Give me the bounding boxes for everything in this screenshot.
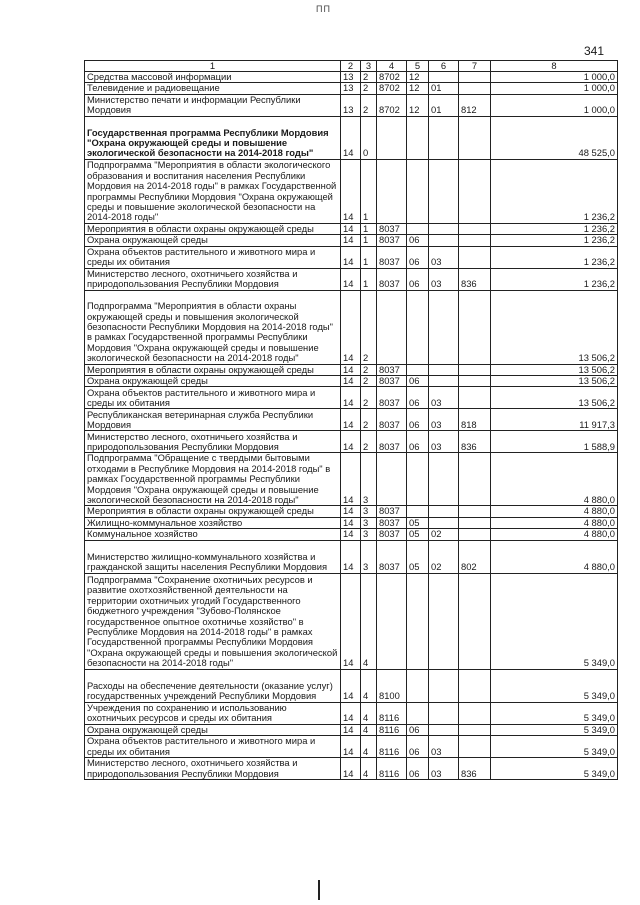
row-subprogram: 2 (361, 387, 377, 409)
row-agency-code: 836 (459, 268, 491, 290)
row-section: 14 (341, 517, 361, 528)
row-subprogram: 4 (361, 736, 377, 758)
row-subprogram: 1 (361, 235, 377, 246)
row-subprogram: 1 (361, 246, 377, 268)
row-section: 14 (341, 364, 361, 375)
row-subprogram: 2 (361, 72, 377, 83)
row-agency-code (459, 376, 491, 387)
row-subprogram: 4 (361, 702, 377, 724)
row-target-article: 8116 (377, 736, 407, 758)
table-row (85, 702, 618, 724)
row-agency-code (459, 573, 491, 669)
table-row (85, 387, 618, 409)
row-division (407, 669, 429, 702)
row-subdivision: 03 (429, 387, 459, 409)
row-section: 13 (341, 83, 361, 94)
row-subdivision (429, 159, 459, 223)
header-row (85, 61, 618, 72)
row-amount: 1 000,0 (491, 72, 618, 83)
row-division: 06 (407, 736, 429, 758)
row-agency-code: 812 (459, 94, 491, 116)
header-col-5: 5 (407, 61, 429, 72)
table-row (85, 268, 618, 290)
row-subdivision: 01 (429, 94, 459, 116)
table-row (85, 724, 618, 735)
row-target-article (377, 159, 407, 223)
row-subdivision (429, 376, 459, 387)
table-row (85, 364, 618, 375)
header-col-4: 4 (377, 61, 407, 72)
table-row (85, 83, 618, 94)
row-agency-code (459, 72, 491, 83)
row-agency-code (459, 387, 491, 409)
row-amount: 13 506,2 (491, 364, 618, 375)
row-agency-code: 836 (459, 431, 491, 453)
row-division: 06 (407, 246, 429, 268)
table-row (85, 159, 618, 223)
row-subprogram: 4 (361, 669, 377, 702)
table-row (85, 529, 618, 540)
row-amount: 13 506,2 (491, 376, 618, 387)
row-subprogram: 2 (361, 83, 377, 94)
row-section: 14 (341, 159, 361, 223)
row-target-article (377, 453, 407, 506)
row-name: Подпрограмма "Мероприятия в области экологического образования и воспитания населения Республики Мордовия на 2014-2018 годы" в рамках Государственной программы Республики Мордовия "Охрана окружающей среды и повышение экологической безопасности на 2014-2018 годы" (85, 159, 341, 223)
row-target-article: 8037 (377, 540, 407, 573)
row-agency-code: 836 (459, 758, 491, 780)
row-subdivision (429, 669, 459, 702)
row-name: Охрана объектов растительного и животного мира и среды их обитания (85, 387, 341, 409)
row-subprogram: 3 (361, 506, 377, 517)
row-name: Министерство лесного, охотничьего хозяйства и природопользования Республики Мордовия (85, 758, 341, 780)
row-agency-code (459, 83, 491, 94)
row-agency-code: 802 (459, 540, 491, 573)
row-target-article (377, 116, 407, 159)
row-agency-code: 818 (459, 409, 491, 431)
row-division: 05 (407, 517, 429, 528)
row-target-article: 8702 (377, 94, 407, 116)
row-division (407, 573, 429, 669)
row-subprogram: 4 (361, 573, 377, 669)
row-subdivision (429, 72, 459, 83)
row-subdivision: 02 (429, 529, 459, 540)
row-amount: 4 880,0 (491, 529, 618, 540)
row-section: 14 (341, 290, 361, 364)
table-header (85, 61, 618, 72)
row-agency-code (459, 116, 491, 159)
row-name: Министерство лесного, охотничьего хозяйства и природопользования Республики Мордовия (85, 431, 341, 453)
row-subdivision: 03 (429, 431, 459, 453)
row-subdivision (429, 724, 459, 735)
row-name: Жилищно-коммунальное хозяйство (85, 517, 341, 528)
row-division (407, 506, 429, 517)
row-section: 14 (341, 702, 361, 724)
row-amount: 5 349,0 (491, 669, 618, 702)
row-section: 13 (341, 94, 361, 116)
row-amount: 4 880,0 (491, 517, 618, 528)
row-section: 14 (341, 758, 361, 780)
row-section: 14 (341, 431, 361, 453)
row-target-article: 8037 (377, 387, 407, 409)
row-name: Государственная программа Республики Мордовия "Охрана окружающей среды и повышение экологической безопасности на 2014-2018 годы" (85, 116, 341, 159)
row-target-article: 8702 (377, 83, 407, 94)
row-name: Средства массовой информации (85, 72, 341, 83)
row-section: 14 (341, 387, 361, 409)
row-agency-code (459, 290, 491, 364)
table-row (85, 431, 618, 453)
row-subdivision (429, 453, 459, 506)
row-subprogram: 2 (361, 290, 377, 364)
row-target-article: 8116 (377, 758, 407, 780)
row-section: 14 (341, 736, 361, 758)
row-subdivision (429, 517, 459, 528)
row-section: 14 (341, 669, 361, 702)
table-row (85, 453, 618, 506)
row-target-article: 8037 (377, 364, 407, 375)
row-section: 14 (341, 540, 361, 573)
row-subprogram: 2 (361, 376, 377, 387)
row-amount: 1 236,2 (491, 246, 618, 268)
row-name: Охрана окружающей среды (85, 235, 341, 246)
row-agency-code (459, 246, 491, 268)
row-agency-code (459, 453, 491, 506)
table-row (85, 736, 618, 758)
row-amount: 5 349,0 (491, 573, 618, 669)
row-target-article (377, 290, 407, 364)
row-agency-code (459, 364, 491, 375)
row-section: 14 (341, 376, 361, 387)
row-amount: 1 000,0 (491, 94, 618, 116)
table-row (85, 94, 618, 116)
row-division (407, 159, 429, 223)
row-section: 14 (341, 573, 361, 669)
row-name: Республиканская ветеринарная служба Республики Мордовия (85, 409, 341, 431)
row-division: 05 (407, 540, 429, 573)
row-agency-code (459, 235, 491, 246)
row-subprogram: 4 (361, 758, 377, 780)
row-amount: 5 349,0 (491, 758, 618, 780)
row-subdivision (429, 116, 459, 159)
row-target-article: 8037 (377, 529, 407, 540)
row-agency-code (459, 517, 491, 528)
table-row (85, 223, 618, 234)
row-target-article: 8116 (377, 724, 407, 735)
row-name: Охрана окружающей среды (85, 376, 341, 387)
header-col-2: 2 (341, 61, 361, 72)
row-section: 14 (341, 506, 361, 517)
row-name: Мероприятия в области охраны окружающей среды (85, 506, 341, 517)
row-subdivision: 03 (429, 268, 459, 290)
row-name: Охрана объектов растительного и животного мира и среды их обитания (85, 736, 341, 758)
row-section: 14 (341, 223, 361, 234)
row-name: Министерство печати и информации Республики Мордовия (85, 94, 341, 116)
table-row (85, 235, 618, 246)
row-target-article: 8702 (377, 72, 407, 83)
row-name: Расходы на обеспечение деятельности (оказание услуг) государственных учреждений Республики Мордовия (85, 669, 341, 702)
row-amount: 1 000,0 (491, 83, 618, 94)
row-subdivision: 03 (429, 409, 459, 431)
row-section: 14 (341, 268, 361, 290)
row-division: 06 (407, 431, 429, 453)
row-subprogram: 3 (361, 529, 377, 540)
row-division: 06 (407, 409, 429, 431)
row-amount: 1 236,2 (491, 235, 618, 246)
row-division (407, 223, 429, 234)
header-col-7: 7 (459, 61, 491, 72)
row-division: 05 (407, 529, 429, 540)
row-subprogram: 2 (361, 431, 377, 453)
row-amount: 4 880,0 (491, 506, 618, 517)
header-col-6: 6 (429, 61, 459, 72)
row-target-article: 8037 (377, 223, 407, 234)
row-amount: 4 880,0 (491, 453, 618, 506)
row-name: Министерство лесного, охотничьего хозяйства и природопользования Республики Мордовия (85, 268, 341, 290)
row-subprogram: 1 (361, 268, 377, 290)
row-subprogram: 1 (361, 223, 377, 234)
row-section: 14 (341, 235, 361, 246)
row-name: Телевидение и радиовещание (85, 83, 341, 94)
row-agency-code (459, 159, 491, 223)
row-amount: 5 349,0 (491, 702, 618, 724)
row-subdivision: 02 (429, 540, 459, 573)
row-division (407, 290, 429, 364)
table-row (85, 246, 618, 268)
row-subprogram: 0 (361, 116, 377, 159)
row-amount: 4 880,0 (491, 540, 618, 573)
row-subprogram: 1 (361, 159, 377, 223)
row-division: 06 (407, 268, 429, 290)
row-amount: 1 588,9 (491, 431, 618, 453)
row-name: Охрана объектов растительного и животного мира и среды их обитания (85, 246, 341, 268)
row-agency-code (459, 724, 491, 735)
table-row (85, 669, 618, 702)
row-subdivision (429, 573, 459, 669)
row-division (407, 364, 429, 375)
row-agency-code (459, 736, 491, 758)
row-amount: 11 917,3 (491, 409, 618, 431)
row-division: 06 (407, 387, 429, 409)
row-amount: 5 349,0 (491, 724, 618, 735)
table-row (85, 517, 618, 528)
row-subprogram: 2 (361, 364, 377, 375)
row-agency-code (459, 702, 491, 724)
row-division (407, 702, 429, 724)
row-subprogram: 2 (361, 94, 377, 116)
table-row (85, 758, 618, 780)
row-subdivision (429, 223, 459, 234)
row-name: Учреждения по сохранению и использованию охотничьих ресурсов и среды их обитания (85, 702, 341, 724)
row-name: Министерство жилищно-коммунального хозяйства и гражданской защиты населения Республики Мордовия (85, 540, 341, 573)
row-agency-code (459, 223, 491, 234)
row-name: Подпрограмма "Сохранение охотничьих ресурсов и развитие охотхозяйственной деятельности на территории охотничьих угодий Государственного бюджетного учреждения "Зубово-Полянское государственное опытное охотничье хозяйство" в Республике Мордовия на 2014-2018 годы" в рамках Государственной программы Республики Мордовия "Охрана окружающей среды и повышения экологической безопасности на 2014-2018 годы" (85, 573, 341, 669)
row-section: 14 (341, 116, 361, 159)
row-subdivision: 03 (429, 758, 459, 780)
row-target-article: 8037 (377, 268, 407, 290)
row-subprogram: 4 (361, 724, 377, 735)
budget-table (84, 60, 618, 780)
row-division: 06 (407, 724, 429, 735)
row-subdivision (429, 506, 459, 517)
row-amount: 1 236,2 (491, 223, 618, 234)
row-target-article: 8037 (377, 246, 407, 268)
table-body (85, 72, 618, 780)
row-agency-code (459, 669, 491, 702)
table-row (85, 540, 618, 573)
row-amount: 13 506,2 (491, 387, 618, 409)
table-row (85, 376, 618, 387)
table-row (85, 72, 618, 83)
page-top-mark: ПП (316, 4, 331, 14)
page-number: 341 (584, 44, 605, 58)
table-row (85, 290, 618, 364)
row-target-article: 8037 (377, 409, 407, 431)
row-subdivision: 03 (429, 736, 459, 758)
row-agency-code (459, 529, 491, 540)
row-subdivision: 01 (429, 83, 459, 94)
row-section: 14 (341, 529, 361, 540)
row-target-article: 8100 (377, 669, 407, 702)
table-row (85, 506, 618, 517)
row-target-article: 8037 (377, 431, 407, 453)
row-amount: 48 525,0 (491, 116, 618, 159)
row-subdivision: 03 (429, 246, 459, 268)
row-amount: 13 506,2 (491, 290, 618, 364)
row-amount: 5 349,0 (491, 736, 618, 758)
row-name: Подпрограмма "Обращение с твердыми бытовыми отходами в Республике Мордовия на 2014-2018 годы" в рамках Государственной программы Республики Мордовия "Охрана окружающей среды и повышение экологической безопасности на 2014-2018 годы" (85, 453, 341, 506)
row-division: 12 (407, 83, 429, 94)
header-col-3: 3 (361, 61, 377, 72)
row-target-article: 8116 (377, 702, 407, 724)
row-section: 13 (341, 72, 361, 83)
row-name: Охрана окружающей среды (85, 724, 341, 735)
row-subdivision (429, 290, 459, 364)
row-name: Подпрограмма "Мероприятия в области охраны окружающей среды и повышения экологической безопасности Республики Мордовия на 2014-2018 годы" в рамках Государственной программы Республики Мордовия "Охрана окружающей среды и повышение экологической безопасности на 2014-2018 годы" (85, 290, 341, 364)
row-subdivision (429, 364, 459, 375)
row-division: 06 (407, 758, 429, 780)
row-name: Мероприятия в области охраны окружающей среды (85, 223, 341, 234)
table-row (85, 409, 618, 431)
row-target-article: 8037 (377, 235, 407, 246)
row-division: 06 (407, 235, 429, 246)
row-division (407, 116, 429, 159)
row-subprogram: 3 (361, 453, 377, 506)
header-col-8: 8 (491, 61, 618, 72)
row-subprogram: 2 (361, 409, 377, 431)
row-division (407, 453, 429, 506)
header-col-1: 1 (85, 61, 341, 72)
row-subdivision (429, 702, 459, 724)
bottom-scan-mark (318, 880, 324, 900)
row-agency-code (459, 506, 491, 517)
row-target-article: 8037 (377, 517, 407, 528)
table-row (85, 573, 618, 669)
row-target-article (377, 573, 407, 669)
row-division: 06 (407, 376, 429, 387)
row-name: Коммунальное хозяйство (85, 529, 341, 540)
table-row (85, 116, 618, 159)
row-target-article: 8037 (377, 376, 407, 387)
row-subdivision (429, 235, 459, 246)
row-section: 14 (341, 246, 361, 268)
row-section: 14 (341, 409, 361, 431)
row-section: 14 (341, 453, 361, 506)
row-amount: 1 236,2 (491, 268, 618, 290)
row-amount: 1 236,2 (491, 159, 618, 223)
row-division: 12 (407, 94, 429, 116)
row-section: 14 (341, 724, 361, 735)
row-subprogram: 3 (361, 540, 377, 573)
row-division: 12 (407, 72, 429, 83)
row-name: Мероприятия в области охраны окружающей среды (85, 364, 341, 375)
row-target-article: 8037 (377, 506, 407, 517)
row-subprogram: 3 (361, 517, 377, 528)
